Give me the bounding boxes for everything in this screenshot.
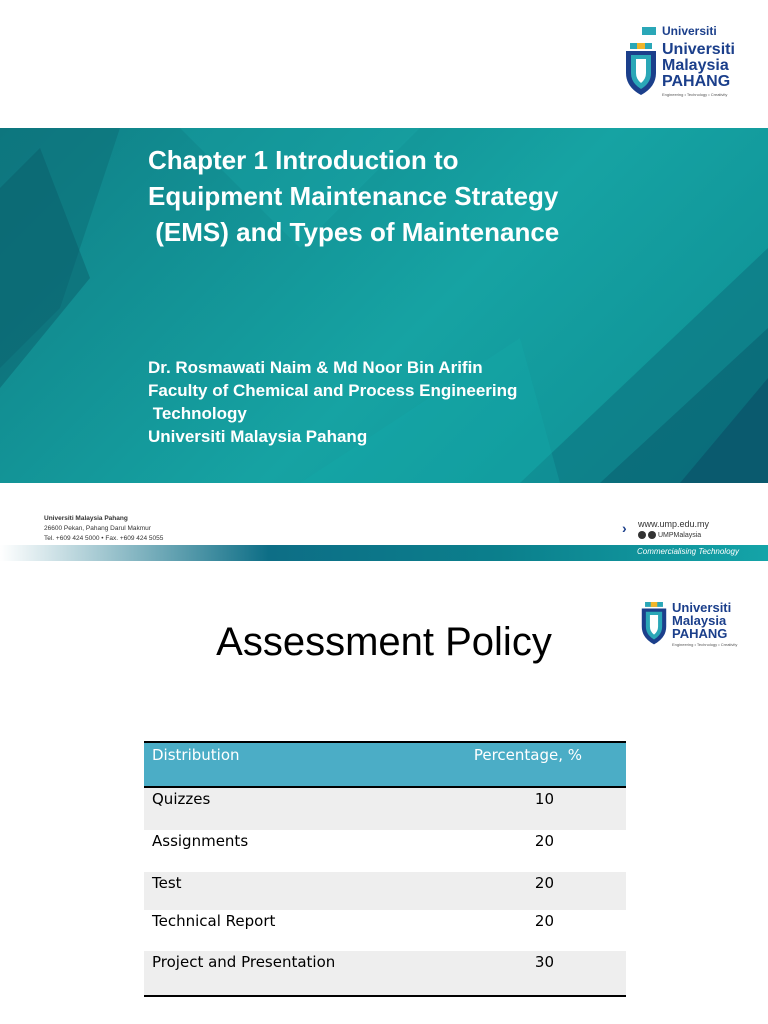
table-row [144,910,626,951]
row-value: 20 [411,830,626,872]
row-label: Technical Report [144,910,411,951]
table-row [144,951,626,996]
row-value: 10 [411,787,626,830]
instagram-icon [648,531,656,539]
footer-address: Universiti Malaysia Pahang 26600 Pekan, Pahang Darul Makmur Tel. +609 424 5000 • Fax. +609 424 5055 [44,515,164,542]
column-header-percentage: Percentage, % [411,742,626,787]
logo-mark-icon [642,27,656,35]
table-row [144,872,626,910]
ump-shield-icon [624,43,658,97]
table-row [144,830,626,872]
logo-text: Universiti Malaysia PAHANG Engineering • Technology • Creativity [662,41,735,97]
row-label: Quizzes [144,787,411,830]
column-header-distribution: Distribution [144,742,411,787]
table-row [144,787,626,830]
assessment-table [144,741,626,997]
row-value: 20 [411,872,626,910]
row-label: Test [144,872,411,910]
chevron-right-icon: › [622,520,627,536]
footer-website: www.ump.edu.my [638,519,710,529]
slide-heading: Assessment Policy [216,620,552,664]
row-value: 20 [411,910,626,951]
row-label: Project and Presentation [144,951,411,996]
slide-title: Chapter 1 Introduction to Equipment Maintenance Strategy (EMS) and Types of Maintenance [148,145,560,247]
footer-social: UMPMalaysia [638,531,701,539]
row-value: 30 [411,951,626,996]
logo-text: Universiti Malaysia PAHANG Engineering • Technology • Creativity [672,600,738,647]
author-block: Dr. Rosmawati Naim & Md Noor Bin Arifin Faculty of Chemical and Process Engineering Technology Universiti Malaysia Pahang [148,358,518,446]
row-label: Assignments [144,830,411,872]
table-header-row [144,742,626,787]
facebook-icon [638,531,646,539]
ump-logo [624,42,735,97]
footer-tagline: Commercialising Technology [637,547,739,556]
top-logo-partial: Universiti [642,24,717,38]
footer-bar [0,545,768,561]
